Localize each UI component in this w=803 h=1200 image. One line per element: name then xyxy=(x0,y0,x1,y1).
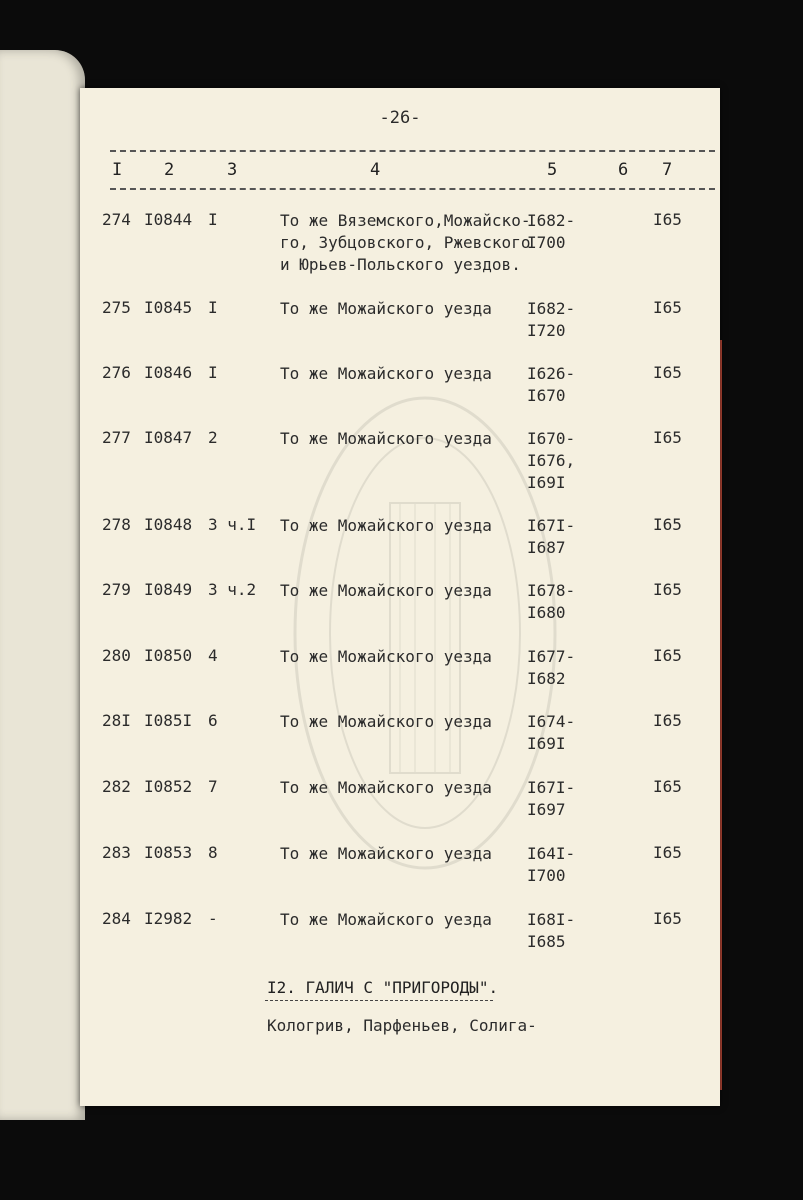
fond-number: I085I xyxy=(144,711,193,730)
date-line: I682- xyxy=(527,211,576,230)
volume: - xyxy=(208,909,218,928)
date-line: I685 xyxy=(527,932,566,951)
description-line: То же Можайского уезда xyxy=(280,516,492,535)
section-underline xyxy=(265,1000,493,1001)
column-header-4: 4 xyxy=(370,160,381,180)
column-7-value: I65 xyxy=(653,580,682,599)
volume: 4 xyxy=(208,646,218,665)
column-header-2: 2 xyxy=(164,160,175,180)
volume: 6 xyxy=(208,711,218,730)
column-7-value: I65 xyxy=(653,646,682,665)
description-line: То же Можайского уезда xyxy=(280,364,492,383)
date-line: I700 xyxy=(527,866,566,885)
description xyxy=(280,777,492,799)
section-title: I2. ГАЛИЧ С "ПРИГОРОДЫ". xyxy=(267,978,499,997)
dates xyxy=(527,363,575,407)
description-line: То же Можайского уезда xyxy=(280,844,492,863)
dates xyxy=(527,909,575,953)
volume: 7 xyxy=(208,777,218,796)
dates xyxy=(527,515,575,559)
description xyxy=(280,210,530,276)
column-7-value: I65 xyxy=(653,363,682,382)
date-line: I626- xyxy=(527,364,576,383)
table-row xyxy=(80,909,720,979)
row-number: 276 xyxy=(102,363,131,382)
row-number: 282 xyxy=(102,777,131,796)
table-row xyxy=(80,777,720,847)
column-7-value: I65 xyxy=(653,428,682,447)
column-header-1: I xyxy=(112,160,123,180)
volume: I xyxy=(208,363,218,382)
description-line: То же Можайского уезда xyxy=(280,429,492,448)
dates xyxy=(527,711,575,755)
column-header-7: 7 xyxy=(662,160,673,180)
date-line: I680 xyxy=(527,603,566,622)
description-line: То же Можайского уезда xyxy=(280,712,492,731)
volume: 8 xyxy=(208,843,218,862)
column-7-value: I65 xyxy=(653,711,682,730)
header-rule-top xyxy=(110,150,715,152)
table-row xyxy=(80,646,720,716)
description-line: То же Можайского уезда xyxy=(280,581,492,600)
row-number: 283 xyxy=(102,843,131,862)
dates xyxy=(527,646,575,690)
date-line: I670 xyxy=(527,386,566,405)
date-line: I670- xyxy=(527,429,576,448)
dates xyxy=(527,298,575,342)
dates xyxy=(527,777,575,821)
table-row xyxy=(80,580,720,650)
dates xyxy=(527,580,575,624)
dates xyxy=(527,210,575,254)
date-line: I687 xyxy=(527,538,566,557)
column-header-5: 5 xyxy=(547,160,558,180)
date-line: I69I xyxy=(527,473,566,492)
date-line: I676, xyxy=(527,451,576,470)
fond-number: I0846 xyxy=(144,363,193,382)
description xyxy=(280,298,492,320)
row-number: 275 xyxy=(102,298,131,317)
date-line: I69I xyxy=(527,734,566,753)
table-row xyxy=(80,428,720,498)
table-row xyxy=(80,298,720,368)
column-header-6: 6 xyxy=(618,160,629,180)
date-line: I697 xyxy=(527,800,566,819)
description-line: То же Вяземского,Можайско- xyxy=(280,211,531,230)
description xyxy=(280,843,492,865)
dates xyxy=(527,843,575,887)
fond-number: I0852 xyxy=(144,777,193,796)
fond-number: I0849 xyxy=(144,580,193,599)
volume: I xyxy=(208,298,218,317)
dates xyxy=(527,428,575,494)
row-number: 274 xyxy=(102,210,131,229)
fond-number: I0845 xyxy=(144,298,193,317)
header-rule-bottom xyxy=(110,188,715,190)
description xyxy=(280,428,492,450)
row-number: 284 xyxy=(102,909,131,928)
volume: 3 ч.I xyxy=(208,515,257,534)
column-7-value: I65 xyxy=(653,210,682,229)
description-line: го, Зубцовского, Ржевского xyxy=(280,233,531,252)
date-line: I674- xyxy=(527,712,576,731)
date-line: I682 xyxy=(527,669,566,688)
adjacent-page-edge xyxy=(0,50,85,1120)
continuation-text: Кологрив, Парфеньев, Солига- xyxy=(267,1016,537,1035)
date-line: I678- xyxy=(527,581,576,600)
date-line: I720 xyxy=(527,321,566,340)
row-number: 278 xyxy=(102,515,131,534)
column-7-value: I65 xyxy=(653,298,682,317)
column-7-value: I65 xyxy=(653,909,682,928)
description xyxy=(280,363,492,385)
description-line: То же Можайского уезда xyxy=(280,778,492,797)
date-line: I64I- xyxy=(527,844,576,863)
row-number: 280 xyxy=(102,646,131,665)
volume: 3 ч.2 xyxy=(208,580,257,599)
fond-number: I2982 xyxy=(144,909,193,928)
page-number: -26- xyxy=(379,108,421,128)
description xyxy=(280,909,492,931)
description xyxy=(280,711,492,733)
document-page xyxy=(80,88,720,1106)
description xyxy=(280,646,492,668)
table-row xyxy=(80,843,720,913)
description-line: и Юрьев-Польского уездов. xyxy=(280,255,521,274)
fond-number: I0853 xyxy=(144,843,193,862)
table-row xyxy=(80,210,720,280)
fond-number: I0848 xyxy=(144,515,193,534)
table-row xyxy=(80,711,720,781)
fond-number: I0847 xyxy=(144,428,193,447)
row-number: 277 xyxy=(102,428,131,447)
row-number: 279 xyxy=(102,580,131,599)
date-line: I682- xyxy=(527,299,576,318)
date-line: I67I- xyxy=(527,778,576,797)
description-line: То же Можайского уезда xyxy=(280,299,492,318)
description xyxy=(280,580,492,602)
date-line: I68I- xyxy=(527,910,576,929)
table-row xyxy=(80,363,720,433)
date-line: I700 xyxy=(527,233,566,252)
column-7-value: I65 xyxy=(653,843,682,862)
description-line: То же Можайского уезда xyxy=(280,910,492,929)
volume: I xyxy=(208,210,218,229)
date-line: I677- xyxy=(527,647,576,666)
description xyxy=(280,515,492,537)
column-7-value: I65 xyxy=(653,515,682,534)
fond-number: I0850 xyxy=(144,646,193,665)
row-number: 28I xyxy=(102,711,131,730)
column-header-3: 3 xyxy=(227,160,238,180)
date-line: I67I- xyxy=(527,516,576,535)
description-line: То же Можайского уезда xyxy=(280,647,492,666)
volume: 2 xyxy=(208,428,218,447)
column-7-value: I65 xyxy=(653,777,682,796)
table-row xyxy=(80,515,720,585)
fond-number: I0844 xyxy=(144,210,193,229)
